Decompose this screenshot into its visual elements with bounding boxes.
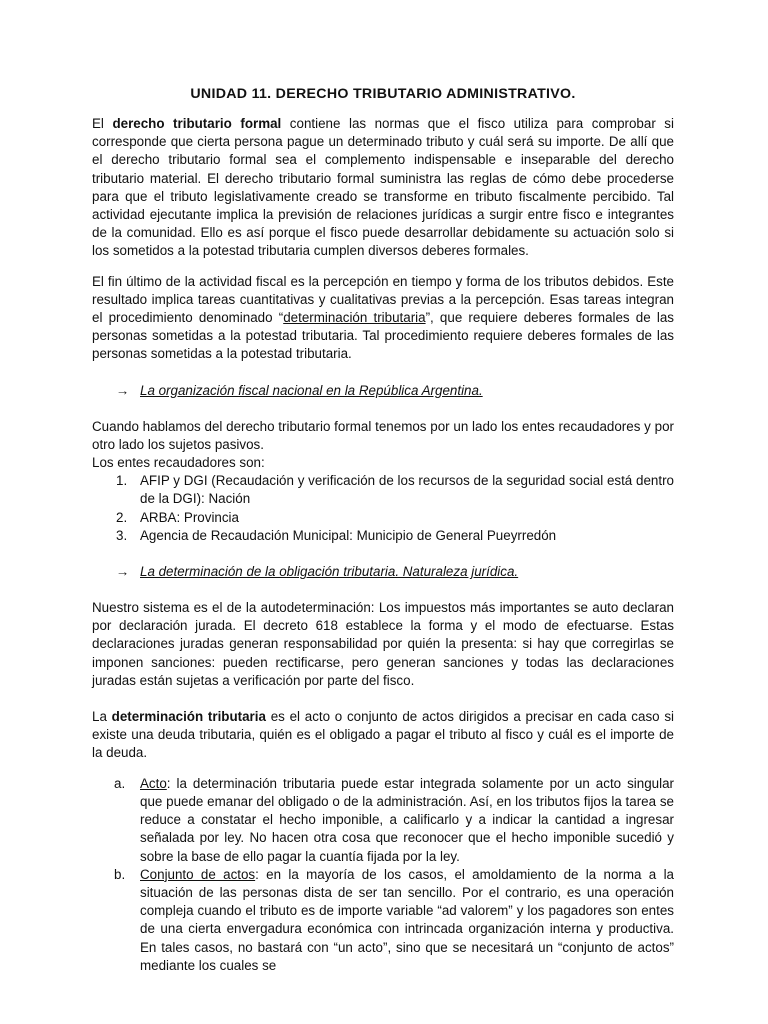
entes-list bbox=[92, 472, 674, 545]
list-marker: b. bbox=[114, 866, 126, 882]
list-item-text: Agencia de Recaudación Municipal: Municipio de General Pueyrredón bbox=[140, 527, 557, 543]
arrow-right-icon: → bbox=[116, 564, 130, 580]
list-item-text: : la determinación tributaria puede estar integrada solamente por un acto singular que puede emanar del obligado o de la administración. Así, en los tributos fijos la tarea se reduce a constatar el hecho imponible, a calificarlo y a indicar la cantidad a ingresar señalada por ley. No hacen otra cosa que reconocer que el hecho imponible sucedió y sobre la base de ello pagar la cuantía fijada por la ley. bbox=[140, 775, 674, 864]
list-item-text: AFIP y DGI (Recaudación y verificación de los recursos de la seguridad social está dentro de la DGI): Nación bbox=[140, 473, 674, 507]
list-item-term: Conjunto de actos bbox=[140, 866, 256, 882]
list-item-text: ARBA: Provincia bbox=[140, 509, 239, 525]
acto-list bbox=[92, 775, 674, 975]
paragraph-fin-actividad: El fin último de la actividad fiscal es la percepción en tiempo y forma de los tributos debidos. Este resultado implica tareas cuantitativas y cualitativas previas a la percepción. Esas tareas integran el procedimiento denominado “determinación tributaria”, que requiere deberes formales de las personas sometidas a la potestad tributaria. Tal procedimiento requiere deberes formales de las personas sometidas a la potestad tributaria. bbox=[92, 273, 674, 362]
list-item-text: : en la mayoría de los casos, el amoldamiento de la norma a la situación de las personas dista de ser tan sencillo. Por el contrario, es una operación compleja cuando el tributo es de importe variable “ad valorem” y los pagadores son entes de una cierta envergadura económica con intrincada organización interna y productiva. En tales casos, no bastará con “un acto”, sino que se necesitará un “conjunto de actos” mediante los cuales se bbox=[140, 866, 674, 973]
list-item bbox=[92, 527, 674, 545]
paragraph-autodeterminacion: Nuestro sistema es el de la autodeterminación: Los impuestos más importantes se auto declaran por declaración jurada. El decreto 618 establece la forma y el modo de efectuarse. Estas declaraciones juradas generan responsabilidad por quién la presenta: si hay que corregirlas se imponen sanciones: pueden rectificarse, pero generan sanciones y todas las declaraciones juradas están sujetas a verificación por parte del fisco. bbox=[92, 600, 674, 688]
list-item-term: Acto bbox=[140, 775, 167, 791]
section-heading-organizacion: → La organización fiscal nacional en la República Argentina. bbox=[116, 382, 483, 398]
bold-term: determinación tributaria bbox=[111, 709, 266, 725]
list-item bbox=[92, 775, 674, 866]
arrow-right-icon: → bbox=[116, 382, 130, 398]
document-body bbox=[92, 84, 674, 993]
paragraph-derecho-formal: El derecho tributario formal contiene las normas que el fisco utiliza para comprobar si corresponde que cierta persona pague un determinado tributo y cuál será su importe. De allí que el derecho tributario formal sea el complemento indispensable e inseparable del derecho tributario material. El derecho tributario formal suministra las reglas de cómo debe procederse para que el tributo legislativamente creado se transforme en tributo fiscalmente percibido. Tal actividad ejecutante implica la previsión de relaciones jurídicas a surgir entre fisco e integrantes de la comunidad. Ello es así porque el fisco puede desarrollar debidamente su actuación solo si los sometidos a la potestad tributaria cumplen diversos deberes formales. bbox=[92, 116, 674, 259]
section-heading-determinacion: → La determinación de la obligación tributaria. Naturaleza jurídica. bbox=[116, 564, 519, 580]
list-item bbox=[92, 866, 674, 975]
list-item bbox=[92, 509, 674, 527]
list-marker: a. bbox=[114, 775, 126, 791]
paragraph-entes-label: Los entes recaudadores son: bbox=[92, 455, 265, 471]
list-marker: 3. bbox=[116, 527, 128, 543]
document-title: UNIDAD 11. DERECHO TRIBUTARIO ADMINISTRATIVO. bbox=[190, 86, 576, 102]
bold-term: derecho tributario formal bbox=[112, 116, 282, 131]
paragraph-determinacion-def: La determinación tributaria es el acto o conjunto de actos dirigidos a precisar en cada caso si existe una deuda tributaria, quién es el obligado a pagar el tributo al fisco y cuál es el importe de la deuda. bbox=[92, 709, 675, 761]
list-marker: 2. bbox=[116, 509, 128, 525]
underlined-term: determinación tributaria bbox=[283, 310, 426, 326]
paragraph-entes-intro: Cuando hablamos del derecho tributario formal tenemos por un lado los entes recaudadores y por otro lado los sujetos pasivos. bbox=[92, 418, 674, 452]
list-marker: 1. bbox=[116, 473, 128, 489]
list-item bbox=[92, 472, 674, 508]
